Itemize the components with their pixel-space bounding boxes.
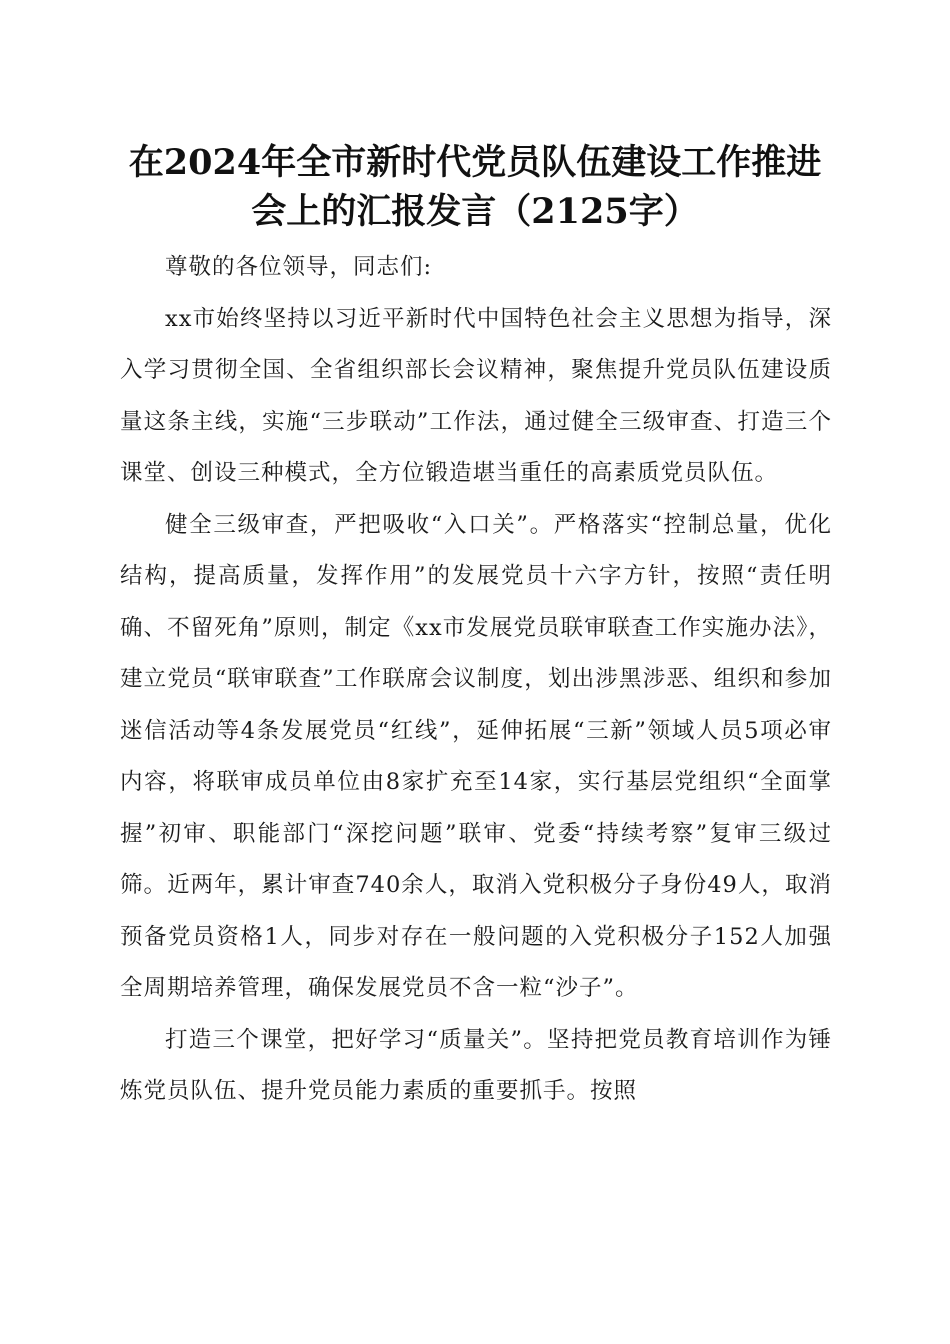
body-paragraph: xx市始终坚持以习近平新时代中国特色社会主义思想为指导，深入学习贯彻全国、全省组织部长会议精神，聚焦提升党员队伍建设质量这条主线，实施“三步联动”工作法，通过健全三级审查、打造三个课堂、创设三种模式，全方位锻造堪当重任的高素质党员队伍。 <box>120 305 832 486</box>
document-body <box>120 242 832 1118</box>
salutation: 尊敬的各位领导，同志们: <box>165 254 433 280</box>
document-title-line-2: 会上的汇报发言（2125字） <box>251 191 699 232</box>
document-title-line-1: 在2024年全市新时代党员队伍建设工作推进 <box>128 142 822 183</box>
body-paragraph: 健全三级审查，严把吸收“入口关”。严格落实“控制总量，优化结构，提高质量，发挥作用”的发展党员十六字方针，按照“责任明确、不留死角”原则，制定《xx市发展党员联审联查工作实施办法》，建立党员“联审联查”工作联席会议制度，划出涉黑涉恶、组织和参加迷信活动等4条发展党员“红线”，延伸拓展“三新”领域人员5项必审内容，将联审成员单位由8家扩充至14家，实行基层党组织“全面掌握”初审、职能部门“深挖问题”联审、党委“持续考察”复审三级过筛。近两年，累计审查740余人，取消入党积极分子身份49人，取消预备党员资格1人，同步对存在一般问题的入党积极分子152人加强全周期培养管理，确保发展党员不含一粒“沙子”。 <box>120 511 832 1001</box>
body-paragraph: 打造三个课堂，把好学习“质量关”。坚持把党员教育培训作为锤炼党员队伍、提升党员能力素质的重要抓手。按照 <box>120 1026 832 1104</box>
